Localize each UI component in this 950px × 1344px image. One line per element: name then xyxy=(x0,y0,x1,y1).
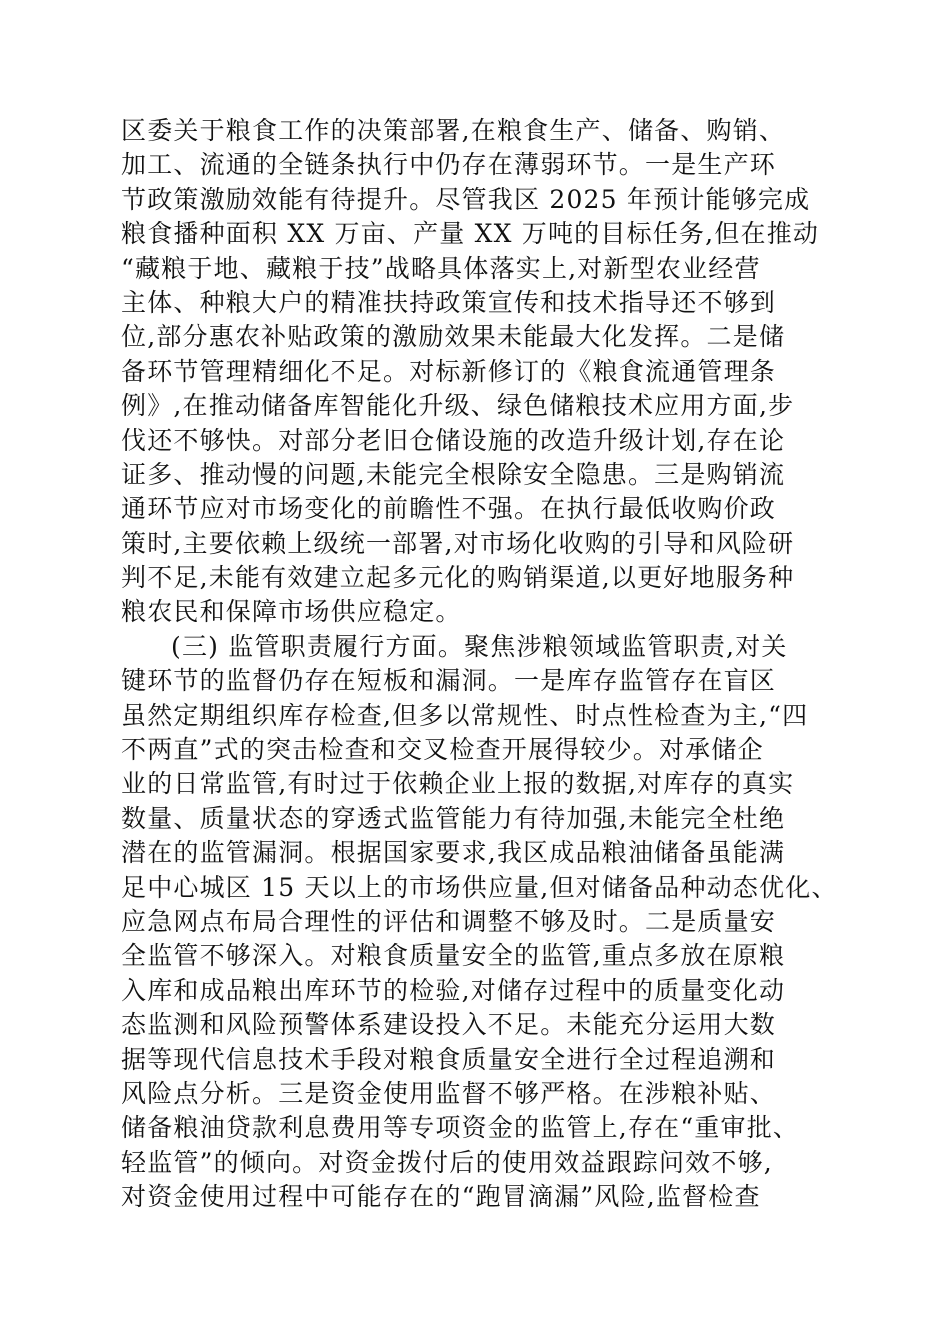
text-line: 全监管不够深入。对粮食质量安全的监管,重点多放在原粮 xyxy=(121,941,786,971)
text-line: 轻监管”的倾向。对资金拨付后的使用效益跟踪问效不够, xyxy=(121,1147,773,1177)
text-line: 应急网点布局合理性的评估和调整不够及时。二是质量安 xyxy=(121,906,777,936)
section-heading-line: (三) 监管职责履行方面。聚焦涉粮领域监管职责,对关 xyxy=(171,631,788,661)
text-line: 对资金使用过程中可能存在的“跑冒滴漏”风险,监督检查 xyxy=(121,1182,761,1212)
text-line: 加工、流通的全链条执行中仍存在薄弱环节。一是生产环 xyxy=(121,150,777,180)
text-line: 潜在的监管漏洞。根据国家要求,我区成品粮油储备虽能满 xyxy=(121,838,786,868)
text-line: 通环节应对市场变化的前瞻性不强。在执行最低收购价政 xyxy=(121,494,777,524)
text-line: 储备粮油贷款利息费用等专项资金的监管上,存在“重审批、 xyxy=(121,1113,800,1143)
text-line: 态监测和风险预警体系建设投入不足。未能充分运用大数 xyxy=(121,1010,777,1040)
text-line: 风险点分析。三是资金使用监督不够严格。在涉粮补贴、 xyxy=(121,1078,777,1108)
text-line: 区委关于粮食工作的决策部署,在粮食生产、储备、购销、 xyxy=(121,116,786,145)
text-line: 例》,在推动储备库智能化升级、绿色储粮技术应用方面,步 xyxy=(121,391,795,421)
text-line: 业的日常监管,有时过于依赖企业上报的数据,对库存的真实 xyxy=(121,769,795,799)
text-line: 粮食播种面积 XX 万亩、产量 XX 万吨的目标任务,但在推动 xyxy=(121,219,820,249)
text-line: 入库和成品粮出库环节的检验,对储存过程中的质量变化动 xyxy=(121,975,786,1005)
text-line: 据等现代信息技术手段对粮食质量安全进行全过程追溯和 xyxy=(121,1044,777,1074)
text-line: 伐还不够快。对部分老旧仓储设施的改造升级计划,存在论 xyxy=(121,425,786,455)
text-line: 位,部分惠农补贴政策的激励效果未能最大化发挥。二是储 xyxy=(121,322,786,352)
body-text xyxy=(121,114,838,1215)
text-line: 节政策激励效能有待提升。尽管我区 2025 年预计能够完成 xyxy=(121,184,811,214)
text-line: “藏粮于地、藏粮于技”战略具体落实上,对新型农业经营 xyxy=(121,253,761,283)
text-line: 粮农民和保障市场供应稳定。 xyxy=(121,597,462,627)
text-line: 不两直”式的突击检查和交叉检查开展得较少。对承储企 xyxy=(121,735,764,765)
text-line: 主体、种粮大户的精准扶持政策宣传和技术指导还不够到 xyxy=(121,287,777,317)
text-line: 判不足,未能有效建立起多元化的购销渠道,以更好地服务种 xyxy=(121,563,795,593)
text-line: 证多、推动慢的问题,未能完全根除安全隐患。三是购销流 xyxy=(121,459,786,489)
text-line: 数量、质量状态的穿透式监管能力有待加强,未能完全杜绝 xyxy=(121,803,786,833)
text-line: 键环节的监督仍存在短板和漏洞。一是库存监管存在盲区 xyxy=(121,666,777,696)
text-line: 策时,主要依赖上级统一部署,对市场化收购的引导和风险研 xyxy=(121,528,795,558)
text-line: 虽然定期组织库存检查,但多以常规性、时点性检查为主,“四 xyxy=(121,700,809,730)
text-line: 足中心城区 15 天以上的市场供应量,但对储备品种动态优化、 xyxy=(121,872,838,902)
text-line: 备环节管理精细化不足。对标新修订的《粮食流通管理条 xyxy=(121,356,777,386)
